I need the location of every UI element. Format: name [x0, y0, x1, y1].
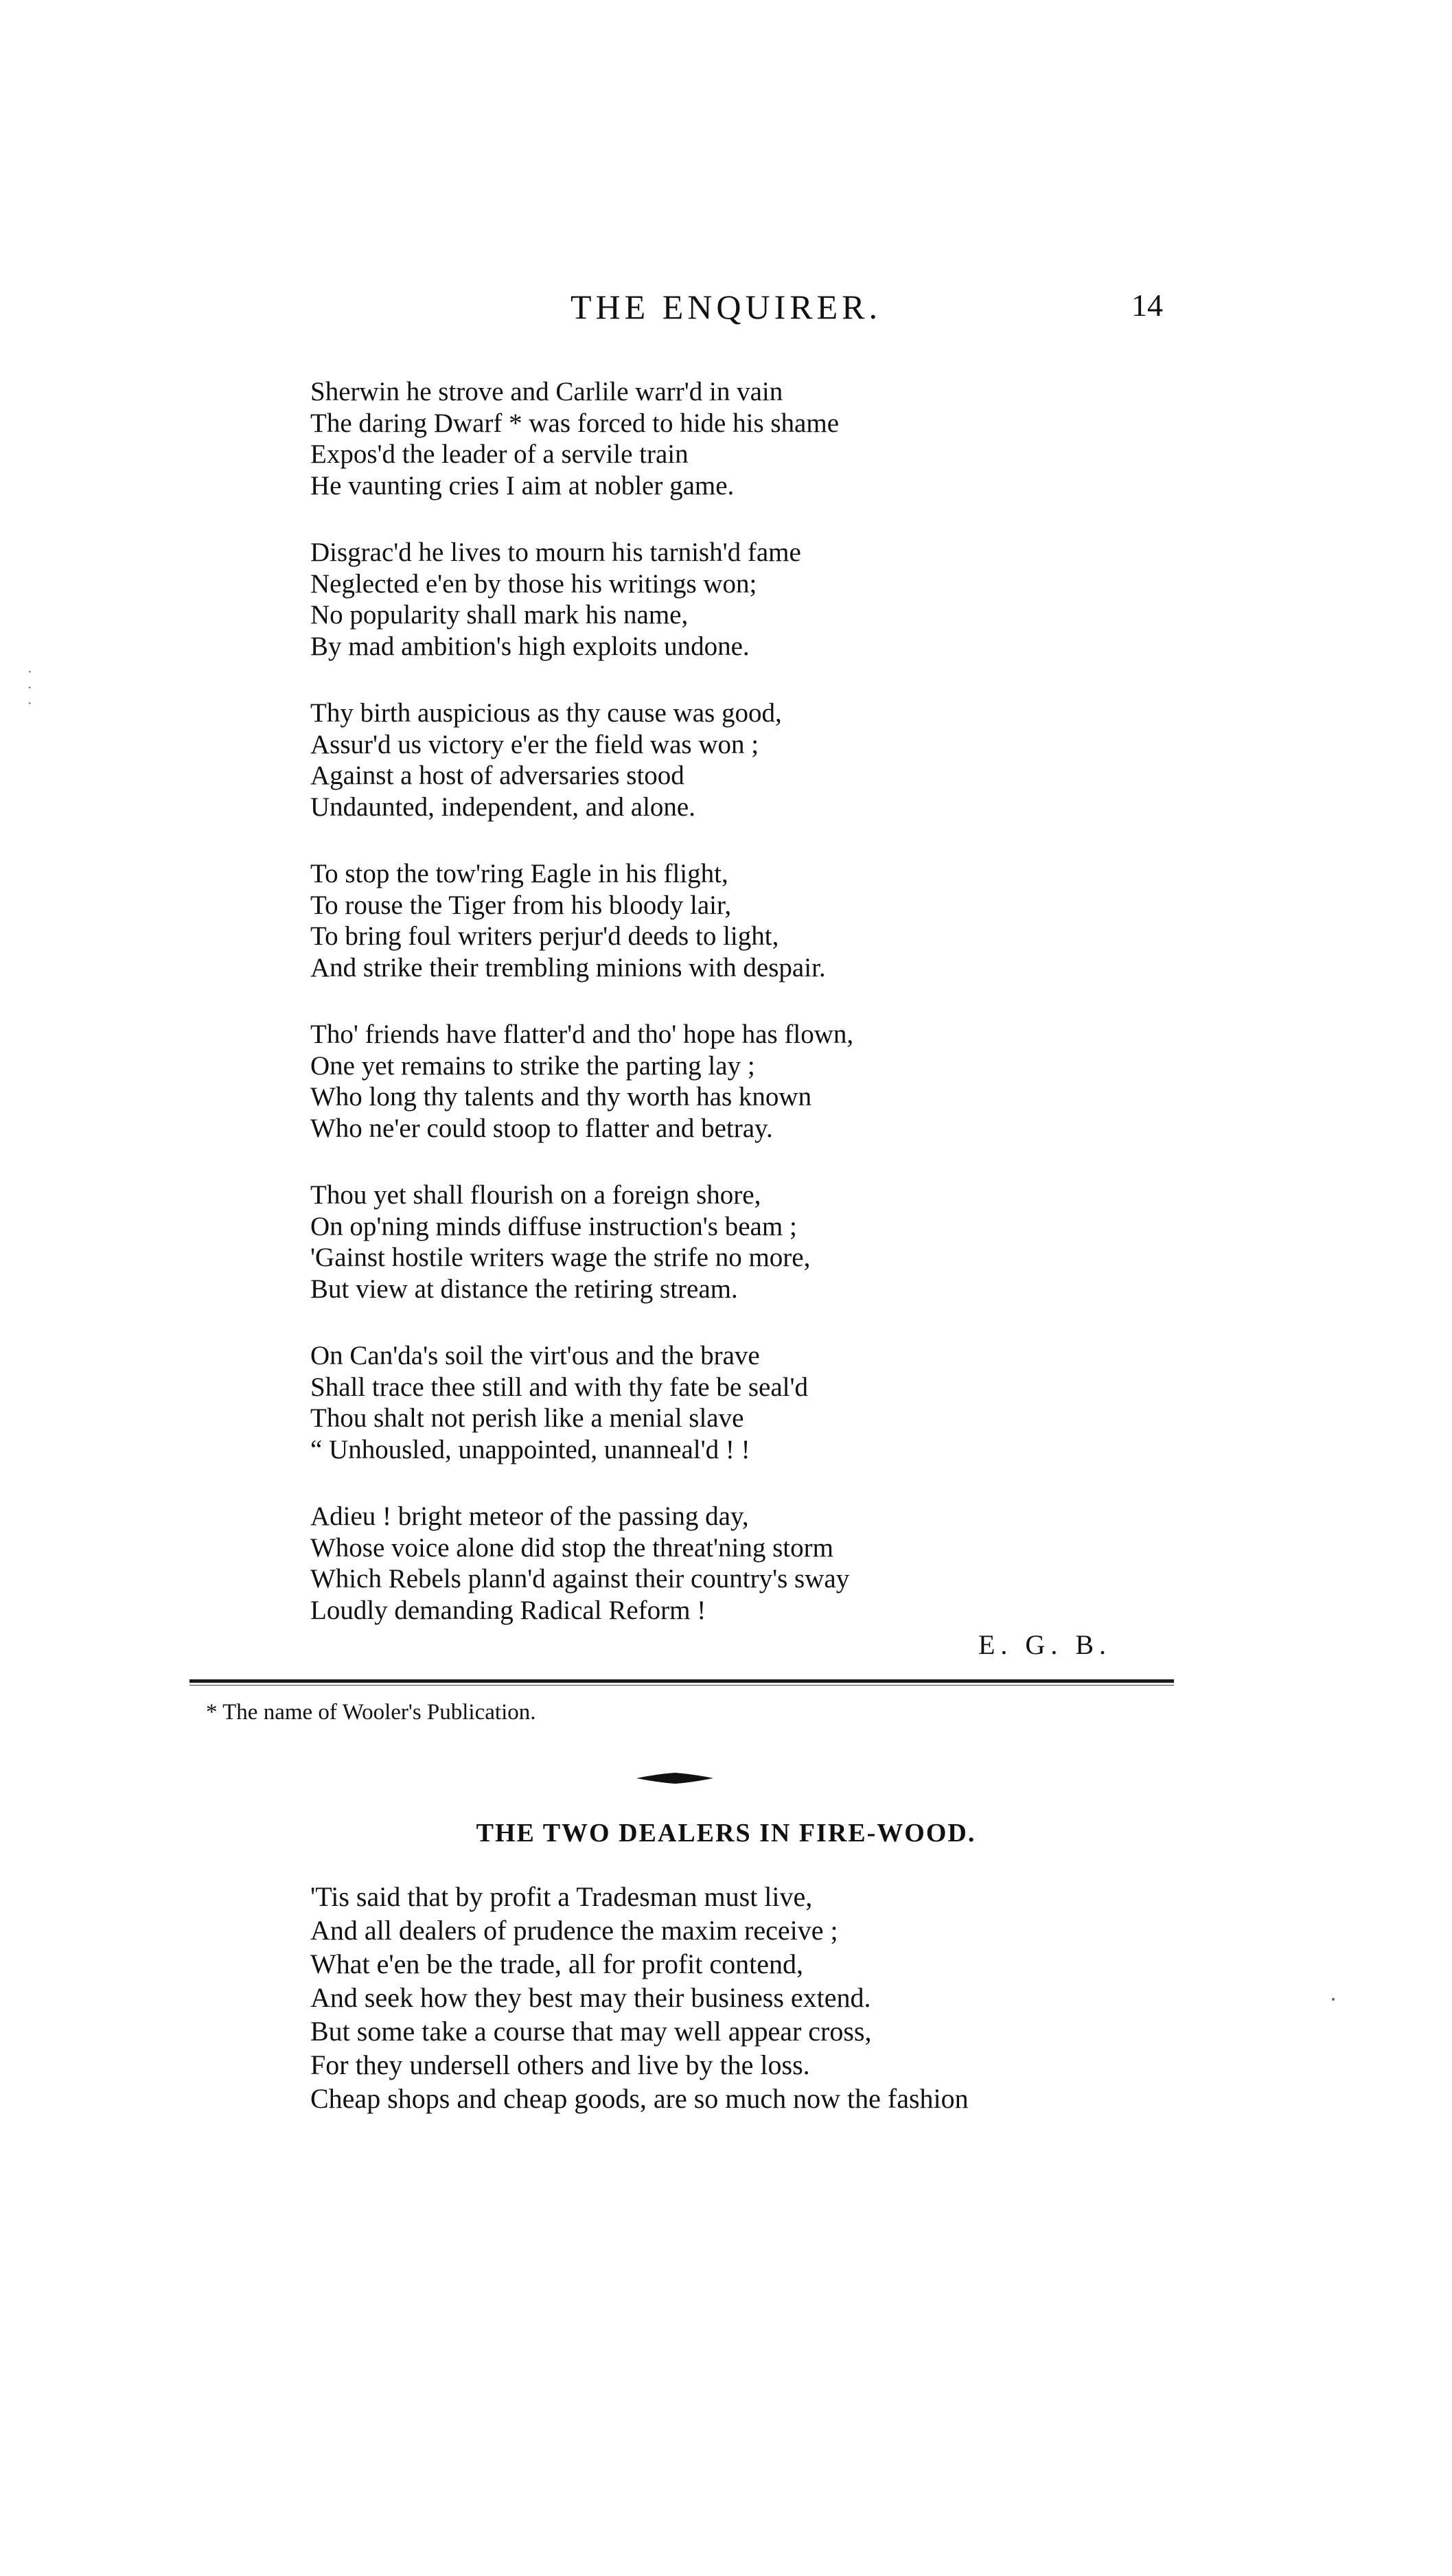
poem-line: Against a host of adversaries stood	[310, 761, 684, 790]
poem-line: Undaunted, independent, and alone.	[310, 792, 695, 822]
body-line: For they undersell others and live by the loss.	[310, 2049, 810, 2080]
poem-line: Sherwin he strove and Carlile warr'd in vain	[310, 377, 783, 406]
body-line: What e'en be the trade, all for profit contend,	[310, 1948, 804, 1979]
stanza-1	[310, 376, 1203, 501]
poem-line: Adieu ! bright meteor of the passing day,	[310, 1502, 749, 1531]
divider-rule-thin	[189, 1685, 1174, 1686]
stanza-3	[310, 698, 1203, 823]
poem-line: Thou shalt not perish like a menial slave	[310, 1403, 744, 1433]
poem-line: On Can'da's soil the virt'ous and the brave	[310, 1341, 760, 1370]
stanza-7	[310, 1340, 1203, 1465]
poem-line: Whose voice alone did stop the threat'ning storm	[310, 1532, 833, 1563]
poem-line: One yet remains to strike the parting lay ;	[310, 1050, 755, 1081]
page-number: 14	[1131, 288, 1163, 323]
divider-rule	[189, 1679, 1174, 1683]
poem-line: Shall trace thee still and with thy fate be seal'd	[310, 1372, 809, 1402]
stanza-5	[310, 1019, 1203, 1144]
poem-line: Tho' friends have flatter'd and tho' hope has flown,	[310, 1020, 854, 1049]
poem	[310, 376, 1203, 1661]
ornament-icon	[636, 1770, 713, 1786]
poem-signature: E. G. B.	[978, 1629, 1111, 1660]
stanza-4	[310, 858, 1203, 983]
page-header	[0, 287, 1452, 342]
poem-line: Loudly demanding Radical Reform !	[310, 1595, 706, 1625]
poem-line: Who long thy talents and thy worth has known	[310, 1082, 812, 1112]
body-line: Cheap shops and cheap goods, are so much now the fashion	[310, 2083, 969, 2114]
poem-line: By mad ambition's high exploits undone.	[310, 631, 750, 661]
poem-line: Disgrac'd he lives to mourn his tarnish'd fame	[310, 538, 801, 567]
poem-line: Thou yet shall flourish on a foreign shore,	[310, 1180, 761, 1210]
body-line: And all dealers of prudence the maxim receive ;	[310, 1915, 838, 1946]
poem-line: Thy birth auspicious as thy cause was good,	[310, 698, 782, 728]
poem-line: Assur'd us victory e'er the field was won ;	[310, 729, 759, 759]
poem-line: To bring foul writers perjur'd deeds to light,	[310, 921, 779, 951]
running-title: THE ENQUIRER.	[571, 288, 881, 326]
poem-line: To rouse the Tiger from his bloody lair,	[310, 890, 732, 920]
poem-line: “ Unhousled, unappointed, unanneal'd ! !	[310, 1434, 750, 1464]
margin-mark: · · ·	[27, 665, 32, 711]
margin-speck	[1332, 1998, 1335, 2001]
section-title: THE TWO DEALERS IN FIRE-WOOD.	[476, 1819, 976, 1848]
poem-line: The daring Dwarf * was forced to hide his shame	[310, 408, 840, 438]
poem-line: On op'ning minds diffuse instruction's beam ;	[310, 1211, 797, 1241]
poem-line: Expos'd the leader of a servile train	[310, 439, 689, 469]
section-body	[310, 1880, 1217, 2115]
body-line: And seek how they best may their business extend.	[310, 1982, 871, 2013]
stanza-6	[310, 1180, 1203, 1304]
poem-line: 'Gainst hostile writers wage the strife no more,	[310, 1243, 811, 1272]
poem-line: Who ne'er could stoop to flatter and betray.	[310, 1113, 773, 1143]
poem-line: Which Rebels plann'd against their country's sway	[310, 1564, 850, 1594]
body-line: But some take a course that may well appear cross,	[310, 2016, 872, 2047]
stanza-8	[310, 1501, 1203, 1626]
poem-line: Neglected e'en by those his writings won;	[310, 568, 757, 599]
poem-line: But view at distance the retiring stream.	[310, 1274, 738, 1304]
body-line: 'Tis said that by profit a Tradesman must live,	[310, 1881, 813, 1912]
poem-line: He vaunting cries I aim at nobler game.	[310, 470, 735, 501]
poem-line: No popularity shall mark his name,	[310, 600, 689, 630]
footnote: * The name of Wooler's Publication.	[206, 1700, 536, 1725]
poem-line: To stop the tow'ring Eagle in his flight,	[310, 859, 728, 888]
stanza-2	[310, 537, 1203, 662]
poem-line: And strike their trembling minions with despair.	[310, 952, 826, 982]
